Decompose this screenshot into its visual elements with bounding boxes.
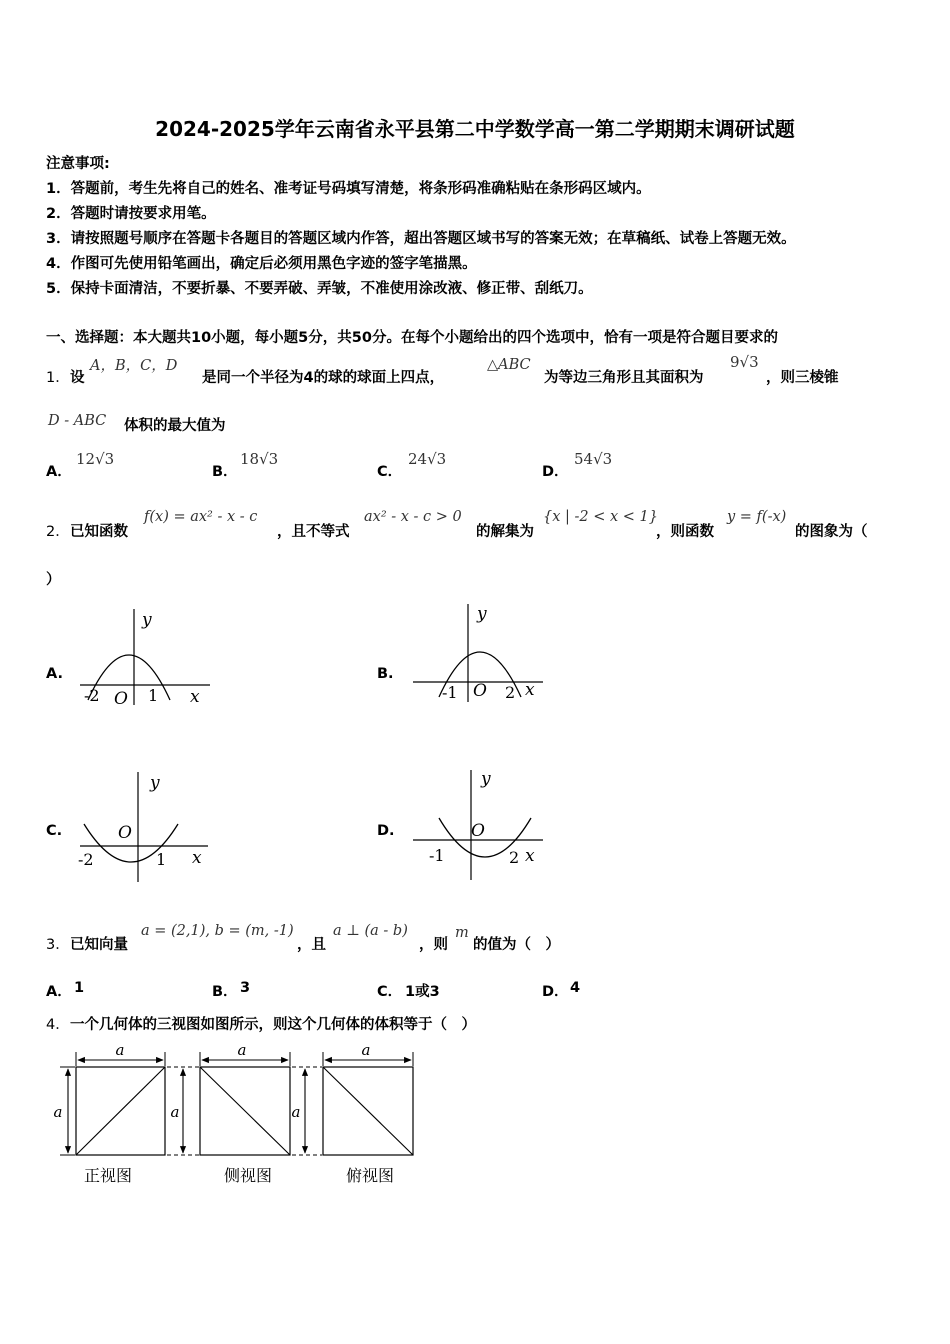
top-width-label: a (361, 1041, 371, 1059)
q2-math-function: f(x) = ax² - x - c (144, 509, 258, 525)
side-height-label: a (170, 1103, 180, 1121)
q3-text-2: ，且 (297, 937, 326, 953)
q2-option-b-label[interactable]: B. (377, 666, 394, 682)
x-label: x (190, 687, 200, 707)
q1-option-b-label[interactable]: B． (212, 464, 238, 480)
right-root-label: 2 (509, 848, 520, 867)
q2-option-d-label[interactable]: D. (377, 823, 395, 839)
origin-label: O (473, 681, 487, 701)
origin-label: O (471, 821, 485, 841)
front-view-caption: 正视图 (83, 1166, 133, 1185)
notice-item-5: 5．保持卡面清洁，不要折暴、不要弄破、弄皱，不准使用涂改液、修正带、刮纸刀。 (46, 281, 593, 297)
q3-text-3: ，则 (419, 937, 448, 953)
q2-text-4: ，则函数 (656, 524, 714, 540)
notice-item-3: 3．请按照题号顺序在答题卡各题目的答题区域内作答，超出答题区域书写的答案无效；在草稿纸、试卷上答题无效。 (46, 231, 796, 247)
front-width-label: a (115, 1041, 125, 1059)
q1-math-pyramid: D - ABC (48, 413, 107, 429)
q2-option-a-label[interactable]: A. (46, 666, 63, 682)
q3-math-m: m (455, 925, 469, 941)
y-label: y (477, 604, 487, 624)
q3-math-vectors: a = (2,1), b = (m, -1) (141, 923, 294, 939)
y-label: y (481, 769, 491, 789)
q3-text-1: 已知向量 (70, 937, 128, 953)
q2-option-b-graph[interactable] (405, 600, 555, 706)
q2-option-d-graph[interactable] (405, 766, 555, 884)
left-root-label: -1 (442, 683, 458, 702)
right-root-label: 2 (505, 683, 516, 702)
q2-number: 2． (46, 524, 70, 540)
x-label: x (525, 680, 535, 700)
q3-text-4: 的值为（ ） (473, 937, 560, 953)
section-heading: 一、选择题：本大题共10小题，每小题5分，共50分。在每个小题给出的四个选项中，恰有一项是符合题目要求的 (46, 330, 778, 346)
q3-option-d-value[interactable]: 4 (570, 980, 581, 996)
q1-option-a-label[interactable]: A． (46, 464, 72, 480)
q3-option-a-value[interactable]: 1 (74, 980, 85, 996)
q2-text-6: ） (46, 572, 61, 588)
q1-text-5: 体积的最大值为 (124, 418, 226, 434)
origin-label: O (118, 823, 132, 843)
q2-text-3: 的解集为 (476, 524, 534, 540)
q1-text-3: 为等边三角形且其面积为 (544, 370, 704, 386)
q1-text-1: 设 (70, 370, 85, 386)
q1-option-c-value[interactable]: 24√3 (408, 450, 447, 468)
q2-option-c-label[interactable]: C. (46, 823, 63, 839)
q2-option-c-graph[interactable] (72, 768, 222, 886)
front-view (54, 1041, 165, 1155)
q2-option-a-graph[interactable] (72, 603, 222, 709)
q1-option-d-label[interactable]: D． (542, 464, 569, 480)
origin-label: O (114, 689, 128, 709)
q4-three-views-figure (50, 1036, 420, 1192)
q3-option-c-value[interactable]: 1或3 (405, 984, 440, 1000)
q1-option-a-value[interactable]: 12√3 (76, 450, 115, 468)
q3-option-b-value[interactable]: 3 (240, 980, 251, 996)
side-view-caption: 侧视图 (223, 1166, 273, 1185)
top-view-caption: 俯视图 (345, 1166, 395, 1185)
q1-option-d-value[interactable]: 54√3 (574, 450, 613, 468)
q3-option-c-label[interactable]: C． (377, 984, 403, 1000)
left-root-label: -1 (429, 846, 445, 865)
right-root-label: 1 (148, 686, 159, 705)
q4-number: 4． (46, 1017, 70, 1033)
q1-math-area: 9√3 (730, 353, 759, 371)
q2-math-solution-set: {x | -2 < x < 1} (543, 509, 658, 525)
q1-option-b-value[interactable]: 18√3 (240, 450, 279, 468)
q1-math-triangle: △ABC (487, 357, 531, 373)
side-width-label: a (237, 1041, 247, 1059)
notice-heading: 注意事项: (46, 156, 110, 172)
y-label: y (150, 773, 160, 793)
top-height-label: a (291, 1103, 301, 1121)
q3-option-d-label[interactable]: D． (542, 984, 569, 1000)
side-view (167, 1041, 290, 1155)
q2-text-1: 已知函数 (70, 524, 128, 540)
front-height-label: a (53, 1103, 63, 1121)
q1-math-points: A，B，C，D (90, 358, 178, 374)
notice-item-4: 4．作图可先使用铅笔画出，确定后必须用黑色字迹的签字笔描黑。 (46, 256, 477, 272)
q1-option-c-label[interactable]: C． (377, 464, 403, 480)
x-label: x (192, 848, 202, 868)
q3-number: 3． (46, 937, 70, 953)
q1-number: 1． (46, 370, 70, 386)
q4-text: 一个几何体的三视图如图所示，则这个几何体的体积等于（ ） (70, 1017, 476, 1033)
q2-math-inequality: ax² - x - c > 0 (364, 509, 462, 525)
q3-math-perpendicular: a ⊥ (a - b) (333, 923, 408, 939)
q2-math-reflected: y = f(-x) (727, 509, 787, 525)
q3-option-a-label[interactable]: A． (46, 984, 72, 1000)
q1-text-2: 是同一个半径为4的球的球面上四点， (202, 370, 445, 386)
q1-text-4: ，则三棱锥 (766, 370, 839, 386)
q2-text-2: ，且不等式 (277, 524, 350, 540)
q3-option-b-label[interactable]: B． (212, 984, 238, 1000)
left-root-label: -2 (84, 686, 100, 705)
left-root-label: -2 (78, 850, 94, 869)
q2-text-5: 的图象为（ (795, 524, 868, 540)
right-root-label: 1 (156, 850, 167, 869)
x-label: x (525, 846, 535, 866)
notice-item-1: 1．答题前，考生先将自己的姓名、准考证号码填写清楚，将条形码准确粘贴在条形码区域内。 (46, 181, 651, 197)
top-view (292, 1041, 413, 1155)
page-title: 2024-2025学年云南省永平县第二中学数学高一第二学期期末调研试题 (155, 117, 795, 141)
notice-item-2: 2．答题时请按要求用笔。 (46, 206, 216, 222)
y-label: y (142, 610, 152, 630)
